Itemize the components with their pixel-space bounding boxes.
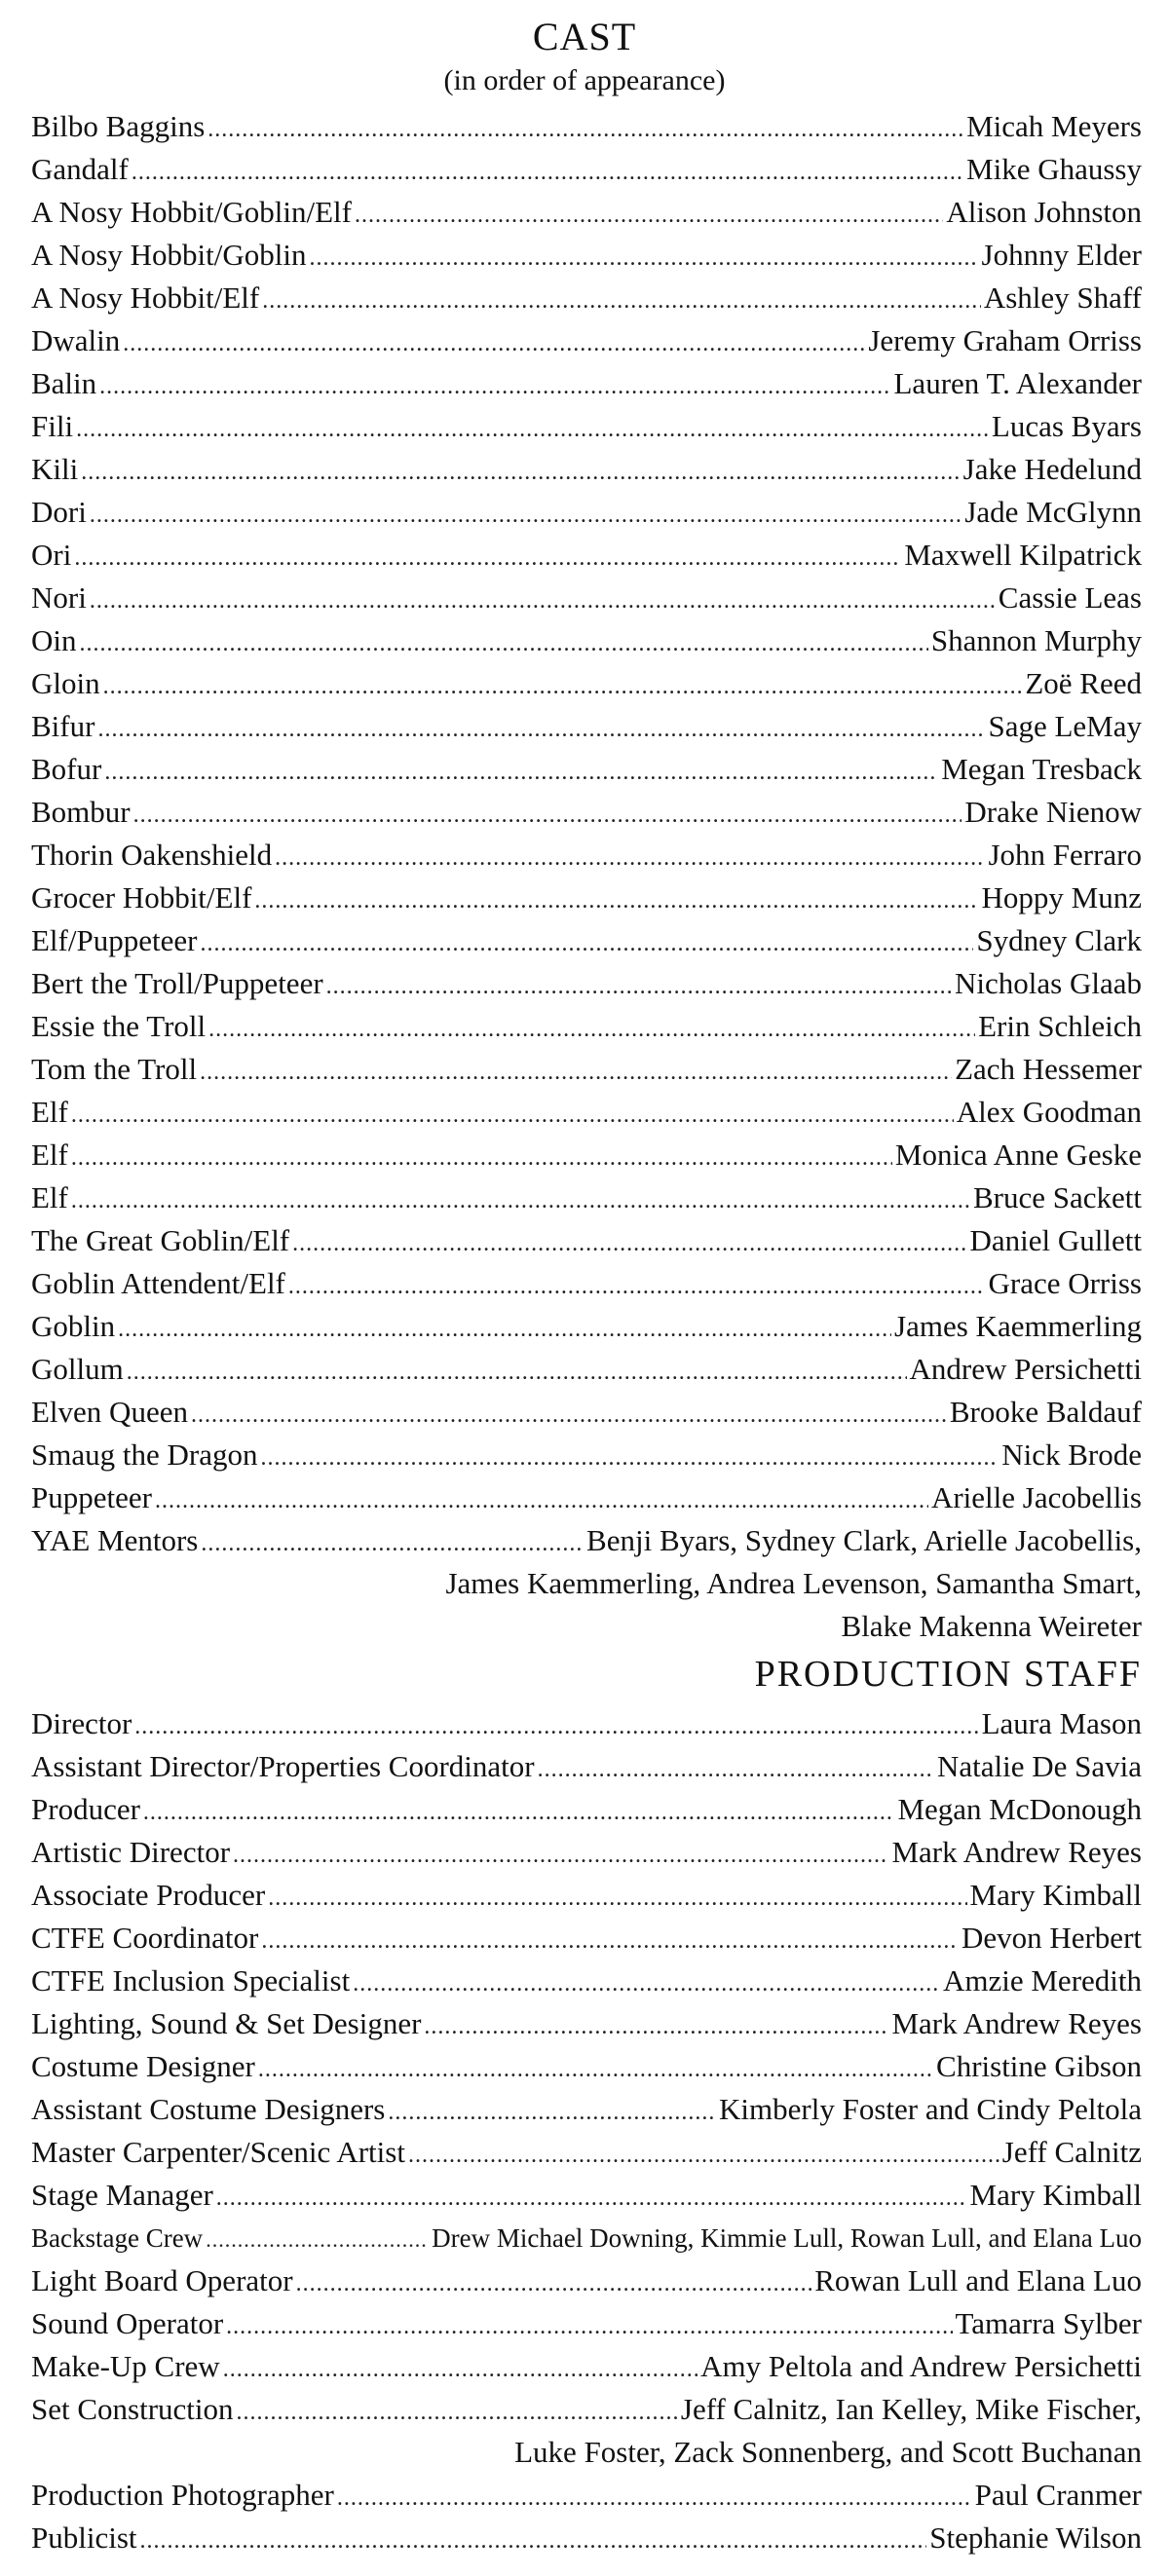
role: Kili xyxy=(31,452,79,486)
staff-name: Mark Andrew Reyes xyxy=(891,1835,1142,1869)
cast-row xyxy=(31,1476,1142,1519)
dot-leader xyxy=(408,2134,999,2177)
dot-leader xyxy=(140,2520,927,2562)
production-staff-title: PRODUCTION STAFF xyxy=(754,1654,1142,1695)
role: Bofur xyxy=(31,752,102,786)
cast-list xyxy=(31,105,1142,1648)
dot-leader xyxy=(268,1877,966,1920)
cast-row xyxy=(31,362,1142,405)
performer: Alison Johnston xyxy=(946,195,1142,229)
dot-leader xyxy=(424,2005,888,2048)
role: Nori xyxy=(31,580,87,615)
dot-leader xyxy=(258,2048,933,2091)
performer: Erin Schleich xyxy=(978,1009,1142,1043)
dot-leader xyxy=(207,108,963,151)
staff-row xyxy=(31,2474,1142,2517)
role: The Great Goblin/Elf xyxy=(31,1223,290,1257)
dot-leader xyxy=(261,1920,959,1962)
dot-leader xyxy=(275,837,985,879)
cast-subtitle: (in order of appearance) xyxy=(443,64,726,96)
role: Gollum xyxy=(31,1352,124,1386)
role: Master Carpenter/Scenic Artist xyxy=(31,2135,405,2169)
cast-row xyxy=(31,448,1142,491)
staff-row xyxy=(31,1745,1142,1788)
dot-leader xyxy=(104,751,938,794)
dot-leader xyxy=(90,494,962,537)
cast-row xyxy=(31,405,1142,448)
performer: Jake Hedelund xyxy=(962,452,1142,486)
dot-leader xyxy=(76,408,989,451)
dot-leader xyxy=(127,1351,907,1394)
role: Gandalf xyxy=(31,152,129,186)
dot-leader xyxy=(288,1265,986,1308)
mentors-continuation: James Kaemmerling, Andrea Levenson, Samantha Smart, xyxy=(445,1566,1142,1600)
role: Assistant Costume Designers xyxy=(31,2092,386,2126)
staff-name: Jeff Calnitz xyxy=(1001,2135,1142,2169)
staff-row xyxy=(31,2217,1142,2259)
staff-name: Amzie Meredith xyxy=(942,1963,1142,1997)
performer: John Ferraro xyxy=(988,838,1142,872)
staff-name: Megan McDonough xyxy=(897,1792,1142,1826)
dot-leader xyxy=(200,1051,952,1094)
dot-leader xyxy=(191,1394,947,1437)
performer: Brooke Baldauf xyxy=(949,1395,1142,1429)
staff-name: Tamarra Sylber xyxy=(955,2306,1142,2340)
cast-row xyxy=(31,1176,1142,1219)
role: Gloin xyxy=(31,666,100,700)
cast-row xyxy=(31,148,1142,191)
dot-leader xyxy=(97,708,985,751)
role: Light Board Operator xyxy=(31,2263,293,2297)
staff-row xyxy=(31,2045,1142,2088)
dot-leader xyxy=(353,1962,940,2005)
staff-name: Paul Cranmer xyxy=(974,2478,1142,2512)
performer: Benji Byars, Sydney Clark, Arielle Jacobellis, xyxy=(586,1523,1142,1557)
dot-leader xyxy=(132,151,963,194)
role: Smaug the Dragon xyxy=(31,1437,258,1472)
role: Grocer Hobbit/Elf xyxy=(31,880,252,915)
cast-row xyxy=(31,962,1142,1005)
performer: Lauren T. Alexander xyxy=(893,366,1142,400)
dot-leader xyxy=(355,194,943,237)
cast-row xyxy=(31,1305,1142,1348)
cast-row xyxy=(31,619,1142,662)
dot-leader xyxy=(71,1094,954,1137)
role: Elf xyxy=(31,1095,68,1129)
performer: Arielle Jacobellis xyxy=(930,1480,1142,1514)
staff-row xyxy=(31,2131,1142,2174)
performer: Sydney Clark xyxy=(976,923,1142,957)
role: A Nosy Hobbit/Goblin xyxy=(31,238,307,272)
cast-row xyxy=(31,705,1142,748)
staff-row xyxy=(31,1874,1142,1917)
dot-leader xyxy=(80,622,928,665)
cast-row xyxy=(31,834,1142,877)
role: A Nosy Hobbit/Elf xyxy=(31,280,260,315)
role: CTFE Coordinator xyxy=(31,1921,259,1955)
cast-row xyxy=(31,234,1142,277)
performer: Johnny Elder xyxy=(981,238,1142,272)
staff-name: Stephanie Wilson xyxy=(929,2520,1142,2555)
performer: Drake Nienow xyxy=(964,795,1142,829)
staff-list xyxy=(31,1702,1142,2559)
cast-title: CAST xyxy=(532,15,637,58)
role: Thorin Oakenshield xyxy=(31,838,273,872)
cast-row xyxy=(31,1091,1142,1134)
cast-row xyxy=(31,319,1142,362)
role: Lighting, Sound & Set Designer xyxy=(31,2006,422,2040)
performer: Maxwell Kilpatrick xyxy=(904,538,1142,572)
dot-leader xyxy=(133,794,962,837)
role: YAE Mentors xyxy=(31,1523,199,1557)
role: Bifur xyxy=(31,709,95,743)
role: Elf xyxy=(31,1180,68,1214)
staff-name: Drew Michael Downing, Kimmie Lull, Rowan Lull, and Elana Luo xyxy=(432,2223,1142,2253)
cast-row xyxy=(31,105,1142,148)
staff-name: Mary Kimball xyxy=(969,2178,1142,2212)
performer: Sage LeMay xyxy=(988,709,1142,743)
role: Publicist xyxy=(31,2520,137,2555)
staff-name: Mark Andrew Reyes xyxy=(891,2006,1142,2040)
dot-leader xyxy=(309,237,978,280)
cast-row xyxy=(31,277,1142,319)
role: Bert the Troll/Puppeteer xyxy=(31,966,323,1000)
performer: Ashley Shaff xyxy=(983,280,1142,315)
cast-row xyxy=(31,191,1142,234)
dot-leader xyxy=(206,2219,429,2261)
dot-leader xyxy=(81,451,960,494)
dot-leader xyxy=(296,2262,812,2305)
staff-row xyxy=(31,2259,1142,2302)
dot-leader xyxy=(223,2348,698,2391)
dot-leader xyxy=(74,537,901,579)
cast-row xyxy=(31,577,1142,619)
staff-row xyxy=(31,1917,1142,1960)
role: A Nosy Hobbit/Goblin/Elf xyxy=(31,195,352,229)
role: Bilbo Baggins xyxy=(31,109,206,143)
role: Sound Operator xyxy=(31,2306,224,2340)
role: Essie the Troll xyxy=(31,1009,207,1043)
staff-name: Amy Peltola and Andrew Persichetti xyxy=(700,2349,1142,2383)
role: CTFE Inclusion Specialist xyxy=(31,1963,351,1997)
performer: Daniel Gullett xyxy=(969,1223,1142,1257)
cast-row xyxy=(31,1519,1142,1562)
role: Dori xyxy=(31,495,87,529)
dot-leader xyxy=(237,2391,678,2434)
performer: Hoppy Munz xyxy=(981,880,1142,915)
dot-leader xyxy=(200,922,973,965)
staff-name: Kimberly Foster and Cindy Peltola xyxy=(719,2092,1142,2126)
cast-row xyxy=(31,919,1142,962)
dot-leader xyxy=(326,965,952,1008)
cast-row xyxy=(31,1048,1142,1091)
performer: Mike Ghaussy xyxy=(966,152,1142,186)
performer: Zach Hessemer xyxy=(955,1052,1142,1086)
performer: Jeremy Graham Orriss xyxy=(868,323,1142,357)
dot-leader xyxy=(155,1479,928,1522)
dot-leader xyxy=(262,280,981,322)
performer: Grace Orriss xyxy=(988,1266,1142,1300)
performer: Cassie Leas xyxy=(998,580,1142,615)
dot-leader xyxy=(216,2177,967,2220)
staff-row xyxy=(31,1788,1142,1831)
dot-leader xyxy=(538,1748,934,1791)
role: Elf/Puppeteer xyxy=(31,923,198,957)
dot-leader xyxy=(254,879,978,922)
performer: Monica Anne Geske xyxy=(894,1138,1142,1172)
performer: Nicholas Glaab xyxy=(955,966,1142,1000)
role: Elven Queen xyxy=(31,1395,188,1429)
performer: James Kaemmerling xyxy=(894,1309,1142,1343)
performer: Nick Brode xyxy=(1001,1437,1142,1472)
dot-leader xyxy=(208,1008,975,1051)
staff-row xyxy=(31,2388,1142,2431)
dot-leader xyxy=(260,1437,999,1479)
role: Stage Manager xyxy=(31,2178,213,2212)
dot-leader xyxy=(388,2091,716,2134)
cast-row xyxy=(31,534,1142,577)
mentors-continuation: Blake Makenna Weireter xyxy=(841,1609,1142,1643)
performer: Shannon Murphy xyxy=(930,623,1142,657)
cast-row xyxy=(31,877,1142,919)
cast-row xyxy=(31,1434,1142,1476)
role: Director xyxy=(31,1706,132,1740)
dot-leader xyxy=(143,1791,895,1834)
cast-row xyxy=(31,1262,1142,1305)
role: Artistic Director xyxy=(31,1835,231,1869)
staff-name: Christine Gibson xyxy=(936,2049,1142,2083)
staff-row xyxy=(31,1960,1142,2002)
dot-leader xyxy=(226,2305,952,2348)
role: Fili xyxy=(31,409,74,443)
cast-row xyxy=(31,1005,1142,1048)
performer: Alex Goodman xyxy=(956,1095,1142,1129)
role: Oin xyxy=(31,623,77,657)
role: Assistant Director/Properties Coordinator xyxy=(31,1749,535,1783)
role: Producer xyxy=(31,1792,140,1826)
performer: Jade McGlynn xyxy=(964,495,1142,529)
dot-leader xyxy=(134,1705,978,1748)
staff-name: Devon Herbert xyxy=(961,1921,1142,1955)
staff-name: Natalie De Savia xyxy=(936,1749,1142,1783)
role: Bombur xyxy=(31,795,131,829)
role: Balin xyxy=(31,366,97,400)
dot-leader xyxy=(90,579,996,622)
role: Associate Producer xyxy=(31,1878,266,1912)
staff-row xyxy=(31,2174,1142,2217)
staff-row xyxy=(31,1831,1142,1874)
cast-row xyxy=(31,1219,1142,1262)
dot-leader xyxy=(337,2477,972,2520)
role: Ori xyxy=(31,538,72,572)
performer: Lucas Byars xyxy=(991,409,1142,443)
dot-leader xyxy=(118,1308,891,1351)
performer: Megan Tresback xyxy=(941,752,1142,786)
performer: Zoë Reed xyxy=(1025,666,1142,700)
staff-row xyxy=(31,1702,1142,1745)
staff-row xyxy=(31,2517,1142,2559)
role: Puppeteer xyxy=(31,1480,152,1514)
cast-row xyxy=(31,491,1142,534)
dot-leader xyxy=(233,1834,888,1877)
role: Costume Designer xyxy=(31,2049,255,2083)
dot-leader xyxy=(71,1137,892,1179)
role: Dwalin xyxy=(31,323,121,357)
cast-row xyxy=(31,748,1142,791)
set-construction-continuation: Luke Foster, Zack Sonnenberg, and Scott Buchanan xyxy=(514,2435,1142,2469)
dot-leader xyxy=(292,1222,966,1265)
cast-row xyxy=(31,662,1142,705)
staff-name: Mary Kimball xyxy=(969,1878,1142,1912)
staff-row xyxy=(31,2088,1142,2131)
role: Goblin xyxy=(31,1309,116,1343)
cast-row xyxy=(31,1134,1142,1176)
staff-name: Laura Mason xyxy=(981,1706,1142,1740)
cast-row xyxy=(31,1391,1142,1434)
cast-row xyxy=(31,791,1142,834)
dot-leader xyxy=(99,365,890,408)
performer: Micah Meyers xyxy=(966,109,1142,143)
role: Goblin Attendent/Elf xyxy=(31,1266,285,1300)
role: Elf xyxy=(31,1138,68,1172)
dot-leader xyxy=(71,1179,970,1222)
dot-leader xyxy=(103,665,1023,708)
staff-name: Jeff Calnitz, Ian Kelley, Mike Fischer, xyxy=(680,2392,1142,2426)
role: Tom the Troll xyxy=(31,1052,198,1086)
role: Production Photographer xyxy=(31,2478,334,2512)
staff-row xyxy=(31,2002,1142,2045)
dot-leader xyxy=(201,1522,584,1565)
staff-name: Rowan Lull and Elana Luo xyxy=(814,2263,1142,2297)
dot-leader xyxy=(123,322,865,365)
staff-row xyxy=(31,2302,1142,2345)
role: Backstage Crew xyxy=(31,2223,204,2253)
staff-row xyxy=(31,2345,1142,2388)
performer: Bruce Sackett xyxy=(972,1180,1142,1214)
role: Set Construction xyxy=(31,2392,234,2426)
cast-row xyxy=(31,1348,1142,1391)
performer: Andrew Persichetti xyxy=(909,1352,1142,1386)
role: Make-Up Crew xyxy=(31,2349,220,2383)
